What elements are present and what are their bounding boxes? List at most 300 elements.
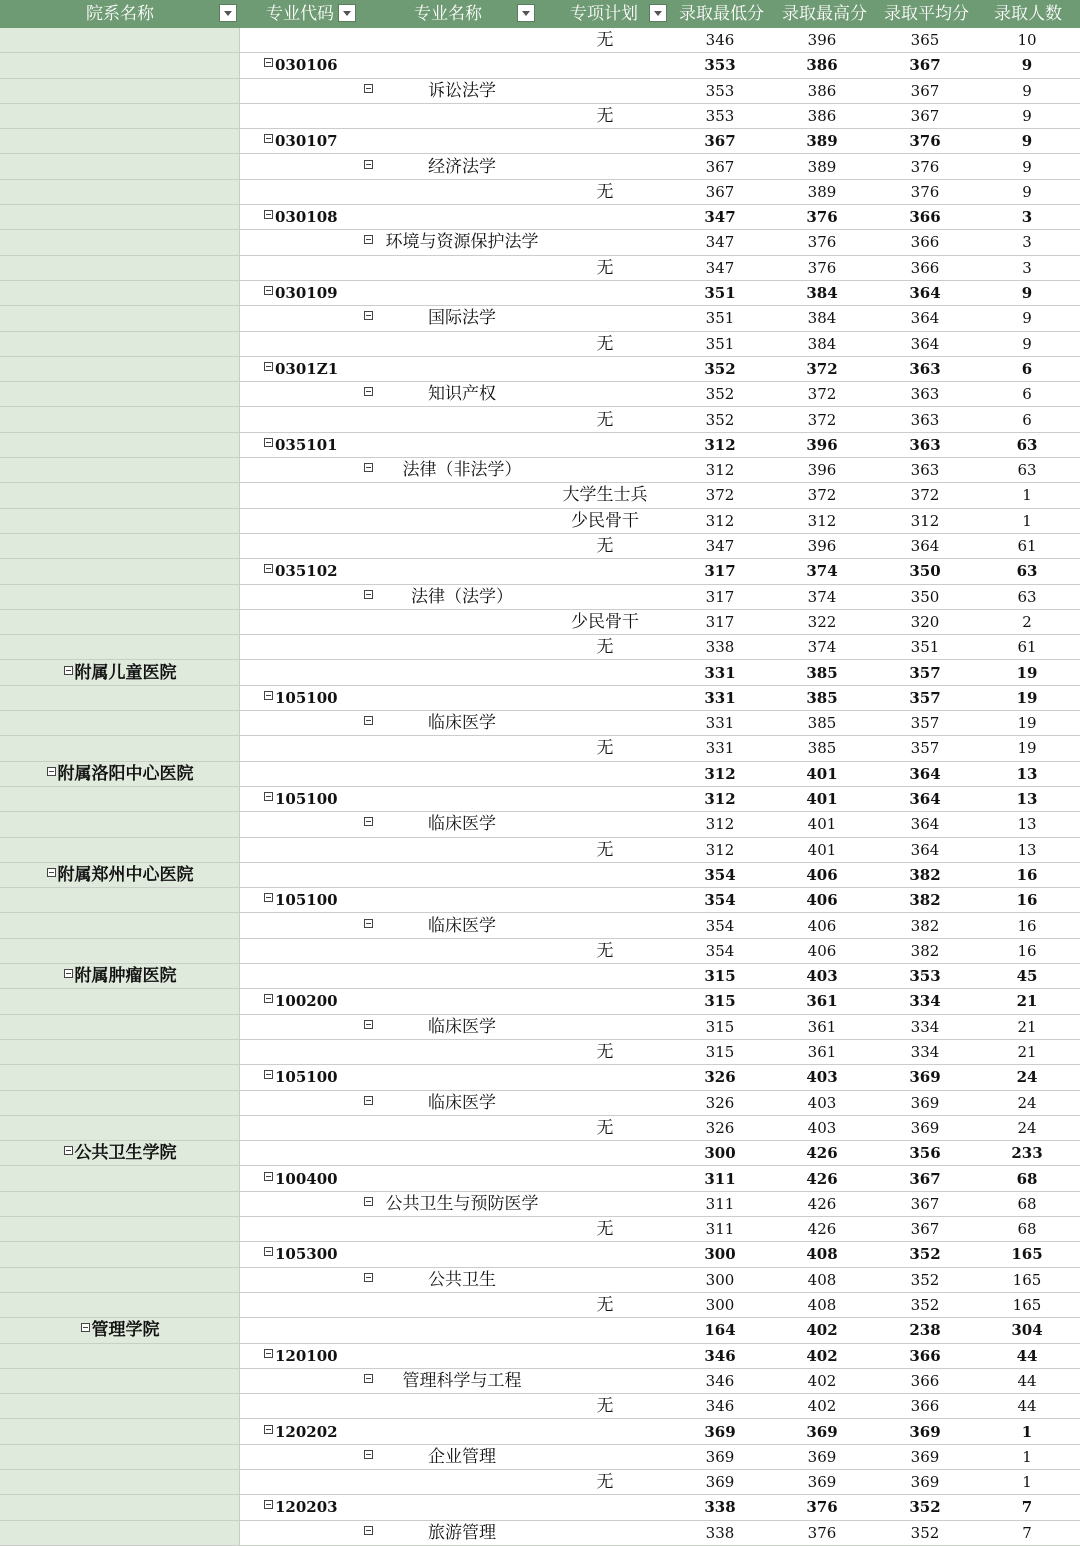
collapse-icon[interactable]	[364, 1526, 373, 1535]
max-score-cell[interactable]: 386	[806, 56, 838, 75]
min-score-cell[interactable]: 312	[705, 840, 735, 859]
max-score-cell[interactable]: 402	[807, 1371, 837, 1390]
avg-score-cell[interactable]: 357	[909, 688, 941, 707]
admit-count-cell[interactable]: 9	[1022, 334, 1032, 353]
max-score-cell[interactable]: 384	[807, 309, 837, 328]
collapse-icon[interactable]	[264, 58, 273, 67]
admit-count-cell[interactable]: 3	[1021, 208, 1033, 227]
avg-score-cell[interactable]: 366	[910, 1371, 940, 1390]
min-score-cell[interactable]: 354	[705, 916, 735, 935]
min-score-cell[interactable]: 300	[705, 1296, 735, 1314]
avg-score-cell[interactable]: 365	[910, 31, 940, 49]
collapse-icon[interactable]	[264, 1247, 273, 1256]
admit-count-cell[interactable]: 13	[1017, 815, 1037, 834]
min-score-cell[interactable]: 351	[705, 334, 735, 353]
max-score-cell[interactable]: 403	[806, 967, 838, 986]
avg-score-cell[interactable]: 369	[910, 1447, 940, 1466]
major-name-cell[interactable]	[364, 79, 556, 104]
major-code-cell[interactable]	[264, 1242, 338, 1267]
dept-name-cell[interactable]	[0, 1141, 240, 1166]
admit-count-cell[interactable]: 13	[1016, 790, 1038, 808]
max-score-cell[interactable]: 372	[806, 359, 838, 378]
special-plan-cell[interactable]	[555, 180, 655, 205]
major-code-cell[interactable]	[264, 559, 338, 584]
major-filter-icon[interactable]	[517, 4, 535, 22]
collapse-icon[interactable]	[364, 387, 373, 396]
avg-score-cell[interactable]: 367	[909, 1169, 941, 1188]
admit-count-cell[interactable]: 19	[1017, 739, 1037, 758]
avg-score-cell[interactable]: 382	[909, 865, 941, 884]
special-plan-cell[interactable]	[555, 256, 655, 281]
avg-score-cell[interactable]: 353	[909, 967, 941, 986]
major-code-cell[interactable]	[264, 686, 338, 711]
major-name-cell[interactable]	[364, 1521, 556, 1546]
admit-count-cell[interactable]: 68	[1017, 1194, 1037, 1213]
admit-count-cell[interactable]: 9	[1021, 284, 1033, 302]
max-score-cell[interactable]: 406	[806, 865, 838, 884]
admit-count-cell[interactable]: 9	[1022, 309, 1032, 328]
avg-score-cell[interactable]: 366	[909, 208, 941, 227]
avg-score-cell[interactable]: 334	[909, 992, 941, 1011]
collapse-icon[interactable]	[264, 792, 273, 801]
major-name-cell[interactable]	[364, 230, 556, 255]
avg-score-cell[interactable]: 352	[910, 1296, 940, 1314]
major-name-cell[interactable]	[364, 1445, 556, 1470]
admit-count-cell[interactable]: 16	[1017, 941, 1037, 960]
min-score-cell[interactable]: 338	[705, 638, 735, 657]
min-score-cell[interactable]: 338	[705, 1523, 735, 1542]
avg-score-cell[interactable]: 350	[910, 587, 940, 606]
min-score-cell[interactable]: 312	[704, 435, 736, 454]
admit-count-cell[interactable]: 16	[1016, 891, 1038, 910]
admit-count-cell[interactable]: 1	[1022, 486, 1032, 505]
max-score-cell[interactable]: 384	[807, 334, 837, 353]
avg-score-cell[interactable]: 382	[910, 941, 940, 960]
special-plan-cell[interactable]	[555, 1293, 655, 1318]
admit-count-cell[interactable]: 304	[1011, 1321, 1043, 1340]
header-max[interactable]: 录取最高分	[782, 4, 867, 24]
min-score-cell[interactable]: 353	[705, 106, 735, 125]
admit-count-cell[interactable]: 9	[1022, 106, 1032, 125]
avg-score-cell[interactable]: 369	[910, 1118, 940, 1137]
admit-count-cell[interactable]: 9	[1021, 56, 1033, 75]
max-score-cell[interactable]: 374	[807, 587, 837, 606]
min-score-cell[interactable]: 331	[705, 739, 735, 758]
avg-score-cell[interactable]: 320	[910, 612, 940, 631]
avg-score-cell[interactable]: 367	[910, 106, 940, 125]
max-score-cell[interactable]: 401	[807, 815, 837, 834]
header-plan[interactable]: 专项计划	[570, 4, 638, 24]
special-plan-cell[interactable]	[555, 104, 655, 129]
admit-count-cell[interactable]: 45	[1016, 967, 1038, 986]
avg-score-cell[interactable]: 369	[909, 1422, 941, 1441]
min-score-cell[interactable]: 317	[705, 587, 735, 606]
admit-count-cell[interactable]: 1	[1022, 1447, 1032, 1466]
max-score-cell[interactable]: 401	[806, 790, 838, 808]
max-score-cell[interactable]: 372	[807, 410, 837, 429]
avg-score-cell[interactable]: 376	[910, 182, 940, 201]
major-code-cell[interactable]	[264, 989, 338, 1014]
collapse-icon[interactable]	[264, 438, 273, 447]
max-score-cell[interactable]: 374	[807, 638, 837, 657]
avg-score-cell[interactable]: 357	[909, 663, 941, 682]
dept-name-cell[interactable]	[0, 762, 240, 787]
header-major[interactable]: 专业名称	[414, 4, 482, 24]
special-plan-cell[interactable]	[555, 509, 655, 534]
major-name-cell[interactable]	[364, 1268, 556, 1293]
max-score-cell[interactable]: 361	[807, 1017, 837, 1036]
special-plan-cell[interactable]	[555, 332, 655, 357]
min-score-cell[interactable]: 372	[705, 486, 735, 505]
admit-count-cell[interactable]: 165	[1011, 1245, 1043, 1264]
max-score-cell[interactable]: 369	[807, 1473, 837, 1492]
max-score-cell[interactable]: 406	[807, 941, 837, 960]
min-score-cell[interactable]: 317	[704, 562, 736, 581]
min-score-cell[interactable]: 326	[705, 1118, 735, 1137]
collapse-icon[interactable]	[364, 160, 373, 169]
dept-name-cell[interactable]	[0, 863, 240, 888]
min-score-cell[interactable]: 352	[705, 410, 735, 429]
avg-score-cell[interactable]: 369	[910, 1473, 940, 1492]
major-code-cell[interactable]	[264, 787, 338, 812]
max-score-cell[interactable]: 389	[806, 132, 838, 151]
collapse-icon[interactable]	[364, 311, 373, 320]
min-score-cell[interactable]: 300	[705, 1270, 735, 1289]
avg-score-cell[interactable]: 382	[910, 916, 940, 935]
admit-count-cell[interactable]: 9	[1021, 132, 1033, 151]
max-score-cell[interactable]: 408	[807, 1296, 837, 1314]
min-score-cell[interactable]: 367	[705, 182, 735, 201]
max-score-cell[interactable]: 403	[807, 1118, 837, 1137]
major-code-cell[interactable]	[264, 1167, 338, 1192]
min-score-cell[interactable]: 347	[704, 208, 736, 227]
collapse-icon[interactable]	[264, 286, 273, 295]
max-score-cell[interactable]: 369	[806, 1422, 838, 1441]
max-score-cell[interactable]: 385	[807, 714, 837, 733]
admit-count-cell[interactable]: 7	[1022, 1523, 1032, 1542]
avg-score-cell[interactable]: 364	[910, 334, 940, 353]
avg-score-cell[interactable]: 350	[909, 562, 941, 581]
collapse-icon[interactable]	[64, 1146, 73, 1155]
avg-score-cell[interactable]: 357	[910, 714, 940, 733]
collapse-icon[interactable]	[264, 362, 273, 371]
admit-count-cell[interactable]: 6	[1021, 359, 1033, 378]
major-code-cell[interactable]	[264, 357, 338, 382]
min-score-cell[interactable]: 367	[705, 157, 735, 176]
admit-count-cell[interactable]: 68	[1017, 1220, 1037, 1239]
max-score-cell[interactable]: 426	[807, 1220, 837, 1239]
admit-count-cell[interactable]: 165	[1012, 1270, 1042, 1289]
admit-count-cell[interactable]: 19	[1016, 663, 1038, 682]
special-plan-cell[interactable]	[555, 838, 655, 863]
collapse-icon[interactable]	[47, 767, 56, 776]
avg-score-cell[interactable]: 352	[909, 1245, 941, 1264]
min-score-cell[interactable]: 353	[704, 56, 736, 75]
max-score-cell[interactable]: 396	[806, 435, 838, 454]
max-score-cell[interactable]: 396	[807, 537, 837, 555]
min-score-cell[interactable]: 317	[705, 612, 735, 631]
dept-filter-icon[interactable]	[219, 4, 237, 22]
avg-score-cell[interactable]: 334	[910, 1017, 940, 1036]
max-score-cell[interactable]: 403	[806, 1068, 838, 1087]
header-avg[interactable]: 录取平均分	[884, 4, 969, 24]
min-score-cell[interactable]: 353	[705, 81, 735, 100]
collapse-icon[interactable]	[47, 868, 56, 877]
avg-score-cell[interactable]: 367	[910, 1194, 940, 1213]
max-score-cell[interactable]: 408	[806, 1245, 838, 1264]
max-score-cell[interactable]: 396	[807, 461, 837, 480]
min-score-cell[interactable]: 352	[705, 385, 735, 404]
min-score-cell[interactable]: 354	[704, 865, 736, 884]
avg-score-cell[interactable]: 357	[910, 739, 940, 758]
avg-score-cell[interactable]: 364	[909, 284, 941, 302]
max-score-cell[interactable]: 385	[806, 688, 838, 707]
collapse-icon[interactable]	[364, 1374, 373, 1383]
min-score-cell[interactable]: 164	[704, 1321, 736, 1340]
header-min[interactable]: 录取最低分	[679, 4, 764, 24]
collapse-icon[interactable]	[264, 564, 273, 573]
special-plan-cell[interactable]	[555, 1217, 655, 1242]
major-name-cell[interactable]	[364, 306, 556, 331]
major-code-cell[interactable]	[264, 1420, 338, 1445]
collapse-icon[interactable]	[364, 84, 373, 93]
max-score-cell[interactable]: 385	[806, 663, 838, 682]
avg-score-cell[interactable]: 364	[910, 840, 940, 859]
collapse-icon[interactable]	[364, 716, 373, 725]
min-score-cell[interactable]: 354	[705, 941, 735, 960]
admit-count-cell[interactable]: 16	[1016, 865, 1038, 884]
admit-count-cell[interactable]: 6	[1022, 410, 1032, 429]
special-plan-cell[interactable]	[555, 736, 655, 761]
avg-score-cell[interactable]: 369	[909, 1068, 941, 1087]
admit-count-cell[interactable]: 13	[1017, 840, 1037, 859]
avg-score-cell[interactable]: 363	[910, 410, 940, 429]
min-score-cell[interactable]: 311	[705, 1220, 735, 1239]
min-score-cell[interactable]: 347	[705, 233, 735, 252]
min-score-cell[interactable]: 300	[704, 1144, 736, 1163]
avg-score-cell[interactable]: 364	[910, 309, 940, 328]
admit-count-cell[interactable]: 10	[1017, 31, 1037, 49]
major-name-cell[interactable]	[364, 1015, 556, 1040]
admit-count-cell[interactable]: 1	[1022, 511, 1032, 530]
avg-score-cell[interactable]: 363	[910, 385, 940, 404]
admit-count-cell[interactable]: 13	[1016, 764, 1038, 783]
admit-count-cell[interactable]: 63	[1016, 562, 1038, 581]
admit-count-cell[interactable]: 7	[1021, 1498, 1033, 1517]
min-score-cell[interactable]: 347	[705, 537, 735, 555]
major-code-cell[interactable]	[264, 888, 338, 913]
max-score-cell[interactable]: 408	[807, 1270, 837, 1289]
admit-count-cell[interactable]: 9	[1022, 182, 1032, 201]
max-score-cell[interactable]: 372	[807, 486, 837, 505]
max-score-cell[interactable]: 376	[806, 208, 838, 227]
admit-count-cell[interactable]: 1	[1022, 1473, 1032, 1492]
max-score-cell[interactable]: 372	[807, 385, 837, 404]
major-name-cell[interactable]	[364, 1091, 556, 1116]
collapse-icon[interactable]	[264, 1070, 273, 1079]
avg-score-cell[interactable]: 369	[910, 1093, 940, 1112]
special-plan-cell[interactable]	[555, 1394, 655, 1419]
min-score-cell[interactable]: 315	[704, 967, 736, 986]
max-score-cell[interactable]: 361	[806, 992, 838, 1011]
avg-score-cell[interactable]: 352	[910, 1270, 940, 1289]
major-code-cell[interactable]	[264, 281, 338, 306]
plan-filter-icon[interactable]	[649, 4, 667, 22]
max-score-cell[interactable]: 322	[807, 612, 837, 631]
admit-count-cell[interactable]: 3	[1022, 258, 1032, 277]
avg-score-cell[interactable]: 334	[910, 1043, 940, 1061]
max-score-cell[interactable]: 406	[807, 916, 837, 935]
min-score-cell[interactable]: 369	[705, 1447, 735, 1466]
min-score-cell[interactable]: 367	[704, 132, 736, 151]
max-score-cell[interactable]: 386	[807, 106, 837, 125]
max-score-cell[interactable]: 376	[807, 1523, 837, 1542]
avg-score-cell[interactable]: 364	[910, 815, 940, 834]
avg-score-cell[interactable]: 351	[910, 638, 940, 657]
min-score-cell[interactable]: 338	[704, 1498, 736, 1517]
special-plan-cell[interactable]	[555, 610, 655, 635]
special-plan-cell[interactable]	[555, 534, 655, 559]
major-name-cell[interactable]	[364, 1192, 556, 1217]
min-score-cell[interactable]: 347	[705, 258, 735, 277]
header-count[interactable]: 录取人数	[994, 4, 1062, 24]
admit-count-cell[interactable]: 24	[1016, 1068, 1038, 1087]
min-score-cell[interactable]: 369	[704, 1422, 736, 1441]
max-score-cell[interactable]: 385	[807, 739, 837, 758]
avg-score-cell[interactable]: 356	[909, 1144, 941, 1163]
min-score-cell[interactable]: 369	[705, 1473, 735, 1492]
avg-score-cell[interactable]: 366	[910, 233, 940, 252]
avg-score-cell[interactable]: 364	[910, 537, 940, 555]
min-score-cell[interactable]: 346	[705, 1371, 735, 1390]
collapse-icon[interactable]	[364, 590, 373, 599]
admit-count-cell[interactable]: 63	[1016, 435, 1038, 454]
max-score-cell[interactable]: 389	[807, 182, 837, 201]
max-score-cell[interactable]: 376	[806, 1498, 838, 1517]
major-name-cell[interactable]	[364, 711, 556, 736]
admit-count-cell[interactable]: 16	[1017, 916, 1037, 935]
max-score-cell[interactable]: 403	[807, 1093, 837, 1112]
min-score-cell[interactable]: 312	[705, 815, 735, 834]
collapse-icon[interactable]	[364, 1096, 373, 1105]
max-score-cell[interactable]: 396	[807, 31, 837, 49]
min-score-cell[interactable]: 354	[704, 891, 736, 910]
collapse-icon[interactable]	[64, 666, 73, 675]
header-dept[interactable]: 院系名称	[86, 4, 154, 24]
special-plan-cell[interactable]	[555, 1470, 655, 1495]
admit-count-cell[interactable]: 9	[1022, 81, 1032, 100]
avg-score-cell[interactable]: 367	[909, 56, 941, 75]
min-score-cell[interactable]: 346	[705, 31, 735, 49]
major-code-cell[interactable]	[264, 205, 338, 230]
avg-score-cell[interactable]: 367	[910, 81, 940, 100]
avg-score-cell[interactable]: 382	[909, 891, 941, 910]
admit-count-cell[interactable]: 6	[1022, 385, 1032, 404]
max-score-cell[interactable]: 426	[807, 1194, 837, 1213]
special-plan-cell[interactable]	[555, 635, 655, 660]
min-score-cell[interactable]: 331	[705, 714, 735, 733]
special-plan-cell[interactable]	[555, 939, 655, 964]
major-name-cell[interactable]	[364, 458, 556, 483]
dept-name-cell[interactable]	[0, 964, 240, 989]
major-code-cell[interactable]	[264, 53, 338, 78]
major-name-cell[interactable]	[364, 1369, 556, 1394]
collapse-icon[interactable]	[364, 235, 373, 244]
max-score-cell[interactable]: 401	[807, 840, 837, 859]
max-score-cell[interactable]: 312	[807, 511, 837, 530]
avg-score-cell[interactable]: 364	[909, 764, 941, 783]
collapse-icon[interactable]	[364, 463, 373, 472]
max-score-cell[interactable]: 426	[806, 1144, 838, 1163]
collapse-icon[interactable]	[364, 919, 373, 928]
admit-count-cell[interactable]: 19	[1016, 688, 1038, 707]
admit-count-cell[interactable]: 24	[1017, 1093, 1037, 1112]
min-score-cell[interactable]: 311	[705, 1194, 735, 1213]
admit-count-cell[interactable]: 21	[1017, 1043, 1037, 1061]
admit-count-cell[interactable]: 61	[1017, 537, 1037, 555]
collapse-icon[interactable]	[81, 1323, 90, 1332]
collapse-icon[interactable]	[264, 134, 273, 143]
avg-score-cell[interactable]: 366	[909, 1346, 941, 1365]
admit-count-cell[interactable]: 2	[1022, 612, 1032, 631]
max-score-cell[interactable]: 402	[806, 1346, 838, 1365]
max-score-cell[interactable]: 376	[807, 258, 837, 277]
avg-score-cell[interactable]: 363	[910, 461, 940, 480]
avg-score-cell[interactable]: 363	[909, 359, 941, 378]
header-code[interactable]: 专业代码	[266, 4, 334, 24]
special-plan-cell[interactable]	[555, 483, 655, 508]
max-score-cell[interactable]: 384	[806, 284, 838, 302]
min-score-cell[interactable]: 351	[705, 309, 735, 328]
admit-count-cell[interactable]: 19	[1017, 714, 1037, 733]
collapse-icon[interactable]	[264, 1349, 273, 1358]
max-score-cell[interactable]: 361	[807, 1043, 837, 1061]
min-score-cell[interactable]: 346	[705, 1397, 735, 1416]
special-plan-cell[interactable]	[555, 28, 655, 53]
admit-count-cell[interactable]: 44	[1017, 1371, 1037, 1390]
max-score-cell[interactable]: 369	[807, 1447, 837, 1466]
collapse-icon[interactable]	[64, 969, 73, 978]
min-score-cell[interactable]: 300	[704, 1245, 736, 1264]
major-code-cell[interactable]	[264, 1065, 338, 1090]
min-score-cell[interactable]: 326	[705, 1093, 735, 1112]
collapse-icon[interactable]	[264, 1172, 273, 1181]
special-plan-cell[interactable]	[555, 1040, 655, 1065]
major-name-cell[interactable]	[364, 382, 556, 407]
major-name-cell[interactable]	[364, 812, 556, 837]
admit-count-cell[interactable]: 165	[1012, 1296, 1042, 1314]
major-name-cell[interactable]	[364, 155, 556, 180]
collapse-icon[interactable]	[364, 1197, 373, 1206]
max-score-cell[interactable]: 426	[806, 1169, 838, 1188]
admit-count-cell[interactable]: 61	[1017, 638, 1037, 657]
max-score-cell[interactable]: 386	[807, 81, 837, 100]
avg-score-cell[interactable]: 352	[910, 1523, 940, 1542]
major-code-cell[interactable]	[264, 433, 338, 458]
avg-score-cell[interactable]: 238	[909, 1321, 941, 1340]
collapse-icon[interactable]	[264, 1425, 273, 1434]
dept-name-cell[interactable]	[0, 661, 240, 686]
min-score-cell[interactable]: 351	[704, 284, 736, 302]
min-score-cell[interactable]: 331	[704, 688, 736, 707]
avg-score-cell[interactable]: 372	[910, 486, 940, 505]
avg-score-cell[interactable]: 312	[910, 511, 940, 530]
min-score-cell[interactable]: 352	[704, 359, 736, 378]
collapse-icon[interactable]	[264, 893, 273, 902]
special-plan-cell[interactable]	[555, 408, 655, 433]
avg-score-cell[interactable]: 363	[909, 435, 941, 454]
min-score-cell[interactable]: 326	[704, 1068, 736, 1087]
